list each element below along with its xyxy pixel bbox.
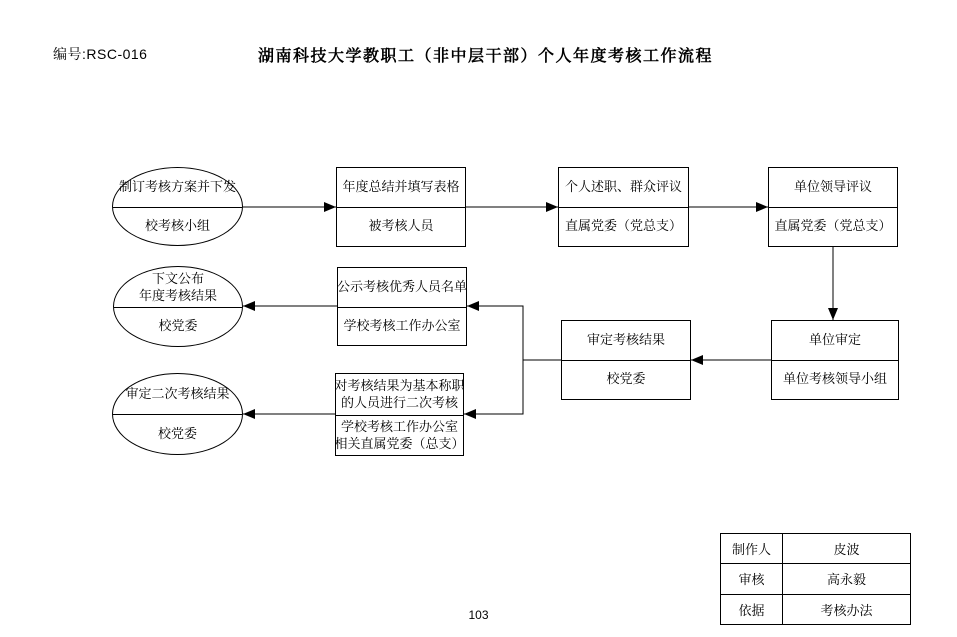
node-unit-verify xyxy=(771,320,899,400)
document-code: 编号:RSC-016 xyxy=(53,46,148,62)
node-actor-label: 被考核人员 xyxy=(368,218,434,234)
info-label: 制作人 xyxy=(721,534,783,564)
info-label: 依据 xyxy=(721,594,783,624)
info-label: 审核 xyxy=(721,564,783,594)
node-actor-label: 校党委 xyxy=(158,318,198,334)
page-number: 103 xyxy=(468,608,489,622)
node-actor-label: 直属党委（党总支） xyxy=(564,218,682,234)
info-value: 高永毅 xyxy=(783,564,911,594)
table-row xyxy=(721,564,911,594)
node-second-assessment xyxy=(335,373,464,456)
node-task-label: 对考核结果为基本称职 的人员进行二次考核 xyxy=(336,374,463,416)
node-actor-label: 学校考核工作办公室 xyxy=(343,317,461,333)
node-actor-label: 校党委 xyxy=(606,371,646,387)
node-task-label: 审定二次考核结果 xyxy=(125,385,230,401)
node-verify-second xyxy=(112,373,243,455)
node-actor-label: 直属党委（党总支） xyxy=(774,218,892,234)
node-publicize-list xyxy=(337,267,467,346)
info-value: 皮波 xyxy=(783,534,911,564)
node-announce-result xyxy=(113,266,243,347)
info-value: 考核办法 xyxy=(783,594,911,624)
node-make-plan xyxy=(112,167,243,246)
arrow-verify-result-to-publicize xyxy=(467,306,561,360)
node-task-label: 年度总结并填写表格 xyxy=(337,168,465,208)
node-task-label: 下文公布 年度考核结果 xyxy=(138,270,217,303)
node-task-label: 制订考核方案并下发 xyxy=(118,179,236,195)
node-unit-leader-review xyxy=(768,167,898,247)
node-task-label: 审定考核结果 xyxy=(562,321,690,361)
arrow-verify-result-to-second-assessment xyxy=(464,360,523,414)
node-actor-label: 校党委 xyxy=(157,425,197,441)
node-task-label: 单位领导评议 xyxy=(769,168,897,208)
node-task-label: 单位审定 xyxy=(772,321,898,361)
node-task-label: 个人述职、群众评议 xyxy=(559,168,688,208)
node-actor-label: 学校考核工作办公室 相关直属党委（总支） xyxy=(334,418,465,451)
node-actor-label: 校考核小组 xyxy=(144,217,210,233)
node-annual-summary xyxy=(336,167,466,247)
page-title: 湖南科技大学教职工（非中层干部）个人年度考核工作流程 xyxy=(258,48,714,65)
node-personal-report xyxy=(558,167,689,247)
table-row xyxy=(721,534,911,564)
node-actor-label: 单位考核领导小组 xyxy=(782,371,887,387)
node-task-label: 公示考核优秀人员名单 xyxy=(338,268,466,308)
node-verify-result xyxy=(561,320,691,400)
